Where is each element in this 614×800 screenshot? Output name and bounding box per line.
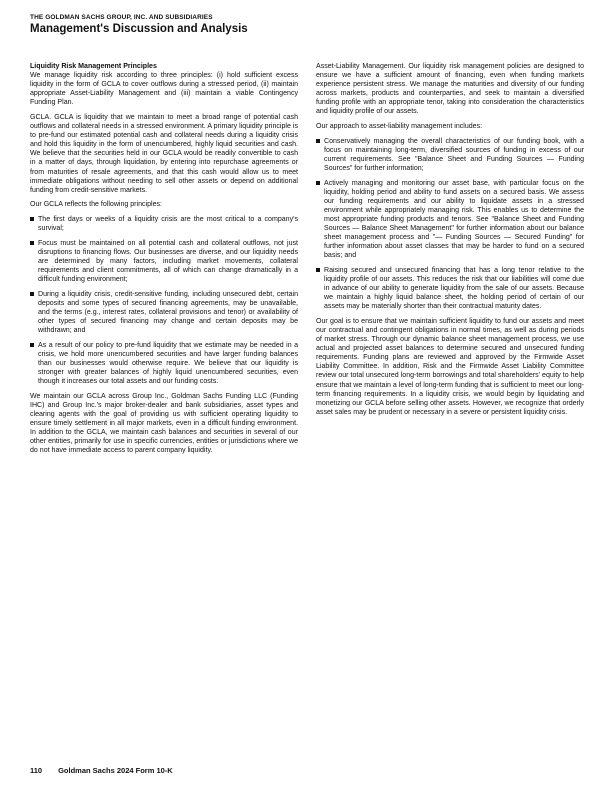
header-section-title: Management's Discussion and Analysis: [30, 23, 248, 35]
paragraph-funding-goal: Our goal is to ensure that we maintain sufficient liquidity to fund our assets and meet our contractual and contingent obligations in normal times, as well as during periods of market stress. Through our dynamic balance sheet management process, we use actual and projected asset balances to determine secured and unsecured funding requirements. Funding plans are reviewed and approved by the Firmwide Asset Liability Committee. In addition, Risk and the Firmwide Asset Liability Committee review our total unsecured long-term borrowings and total shareholders' equity to help ensure that we maintain a level of long-term funding that is sufficient to meet our long-term financing requirements. In a liquidity crisis, we would begin by liquidating and monetizing our GCLA before selling other assets. However, we recognize that orderly asset sales may be prudent or necessary in a severe or persistent liquidity crisis.: [316, 317, 584, 416]
page-footer: [30, 766, 590, 775]
bullet-item: As a result of our policy to pre-fund liquidity that we estimate may be needed in a crisis, we hold more unencumbered securities and have larger funding balances than our businesses would otherwise require. We believe that our liquidity is stronger with greater balances of highly liquid unencumbered securities, even though it increases our total assets and our funding costs.: [30, 341, 298, 386]
footer-document-title: Goldman Sachs 2024 Form 10-K: [58, 766, 173, 775]
paragraph-alm-intro: Our approach to asset-liability management includes:: [316, 123, 483, 131]
bullet-item: The first days or weeks of a liquidity crisis are the most critical to a company's survival;: [30, 215, 298, 233]
bullet-item: Conservatively managing the overall characteristics of our funding book, with a focus on maintaining long-term, diversified sources of funding in excess of our current requirements. See "Balance Sheet and Funding Sources — Funding Sources" for further information;: [316, 137, 584, 173]
bullet-item: During a liquidity crisis, credit-sensitive funding, including unsecured debt, certain deposits and some types of secured financing agreements, may be unavailable, and the terms (e.g., interest rates, collateral provisions and tenor) or availability of other types of secured financing may change and certain deposits may be withdrawn; and: [30, 290, 298, 335]
bullet-item: Focus must be maintained on all potential cash and collateral outflows, not just disruptions to financing flows. Our businesses are diverse, and our liquidity needs are determined by many factors, including market movements, collateral requirements and client commitments, all of which can change dramatically in a difficult funding environment;: [30, 239, 298, 284]
paragraph-gcla-entities: We maintain our GCLA across Group Inc., Goldman Sachs Funding LLC (Funding IHC) and Group Inc.'s major broker-dealer and bank subsidiaries, asset types and clearing agents with the goal of providing us with sufficient operating liquidity to ensure timely settlement in all major markets, even in a difficult funding environment. In addition to the GCLA, we maintain cash balances and securities in several of our other entities, primarily for use in specific currencies, entities or jurisdictions where we do not have immediate access to parent company liquidity.: [30, 392, 298, 455]
section-heading: Liquidity Risk Management Principles: [30, 63, 157, 70]
header-company-name: THE GOLDMAN SACHS GROUP, INC. AND SUBSIDIARIES: [30, 14, 213, 21]
bullet-item: Actively managing and monitoring our asset base, with particular focus on the liquidity, holding period and ability to fund assets on a secured basis. We assess our funding requirements and our ability to liquidate assets in a stressed environment while appropriately managing risk. This enables us to determine the most appropriate funding products and tenors. See "Balance Sheet and Funding Sources — Balance Sheet Management" for further information about our balance sheet management process and "— Funding Sources — Secured Funding" for further information about asset classes that may be harder to fund on a secured basis; and: [316, 179, 584, 261]
paragraph-gcla: GCLA. GCLA is liquidity that we maintain to meet a broad range of potential cash outflows and collateral needs in a stressed environment. A primary liquidity principle is to pre-fund our estimated potential cash and collateral needs during a liquidity crisis and hold this liquidity in the form of unencumbered, highly liquid securities and cash. We believe that the securities held in our GCLA would be readily convertible to cash in a matter of days, through liquidation, by entering into repurchase agreements or from maturities of resale agreements, and that this cash would allow us to meet immediate obligations without needing to sell other assets or depend on additional funding from credit-sensitive markets.: [30, 113, 298, 194]
right-column: [316, 62, 584, 742]
paragraph-asset-liability: Asset-Liability Management. Our liquidity risk management policies are designed to ensure we have a sufficient amount of financing, even when funding markets experience persistent stress. We manage the maturities and diversity of our funding across markets, products and counterparties, and seek to maintain a diversified funding profile with an appropriate tenor, taking into consideration the characteristics and liquidity profile of our assets.: [316, 63, 584, 116]
paragraph-principles: We manage liquidity risk according to three principles: (i) hold sufficient excess liquidity in the form of GCLA to cover outflows during a stressed period, (ii) maintain appropriate Asset-Liability Management and (iii) maintain a viable Contingency Funding Plan.: [30, 72, 298, 107]
bullet-item: Raising secured and unsecured financing that has a long tenor relative to the liquidity profile of our assets. This reduces the risk that our liabilities will come due in advance of our ability to generate liquidity from the sale of our assets. Because we maintain a highly liquid balance sheet, the holding period of certain of our assets may be materially shorter than their contractual maturity dates.: [316, 266, 584, 311]
page-number: 110: [30, 766, 43, 775]
paragraph-gcla-principles-intro: Our GCLA reflects the following principles:: [30, 201, 162, 209]
left-column: [30, 62, 298, 742]
